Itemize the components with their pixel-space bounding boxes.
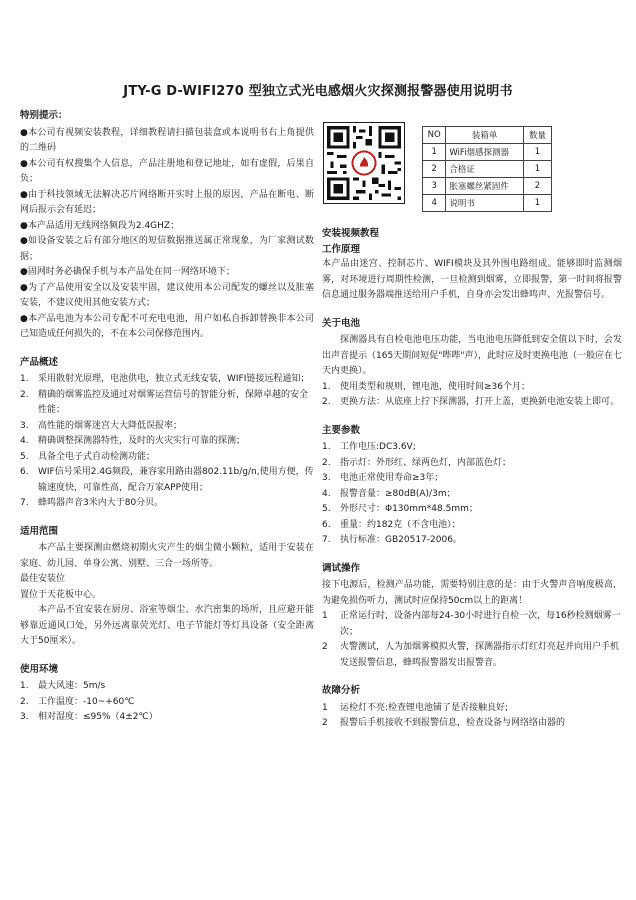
header-item: 装箱单: [446, 127, 524, 144]
list-text: 具备全电子式自动检测功能；: [38, 451, 156, 462]
scope-paragraph: 最佳安装位: [20, 574, 66, 584]
list-text: 执行标准：GB20517-2006。: [340, 535, 462, 545]
notice-item: ●本公司有权搜集个人信息，产品注册地和登记地址，如有虚假，后果自负；: [20, 158, 314, 184]
list-text: 更换方法：从底座上拧下探测器，打开上盖，更换新电池安装上即可。: [340, 397, 620, 407]
scope-heading: 适用范围: [20, 525, 59, 537]
list-text: 报警音量：≥80dB(A)/3m；: [340, 488, 456, 499]
principle-text: 本产品由迷宫、控制芯片、WIFI模块及其外围电路组成。能够即时监测烟雾，对环境进行周期性检测，一旦检测到烟雾，立即报警，第一时间将报警信息通过服务器端推送给用户手机，自身亦会发出蜂鸣声、光报警信号。: [322, 259, 622, 300]
list-text: 运检灯不亮:检查锂电池铺了是否接触良好;: [340, 702, 509, 713]
list-number: 7.: [322, 535, 331, 545]
debug-heading: 调试操作: [322, 562, 361, 574]
list-text: 火警测试，人为加烟雾模拟火警，探测器指示灯红灯亮起并向用户手机发送报警信息，蜂鸣报警器发出报警音。: [340, 642, 620, 668]
debug-intro: 接下电源后，检测产品功能，需要特别注意的是：由于火警声音响度极高，为避免损伤听力，测试时应保持50cm以上的距离！: [322, 580, 622, 606]
cell-no: 2: [423, 161, 446, 178]
list-item: [322, 440, 622, 456]
scope-paragraph: 本产品不宜安装在厨房、浴室等烟尘、水汽密集的场所，且应避开能够靠近通风口处，另外远离靠荧光灯、电子节能灯等灯具设备（安全距离大于50厘米）。: [20, 605, 314, 646]
list-number: 1.: [20, 374, 29, 384]
list-item: [20, 434, 314, 450]
list-number: 2.: [322, 457, 331, 468]
right-column: [322, 226, 622, 732]
video-tutorial-heading: 安装视频教程: [322, 228, 380, 239]
list-text: 蜂鸣器声音3米内大于80分贝。: [38, 498, 164, 508]
list-item: [20, 710, 314, 726]
list-number: 7.: [20, 498, 29, 508]
cell-name: 说明书: [446, 195, 524, 212]
list-item: [322, 471, 622, 487]
cell-qty: 2: [524, 178, 552, 195]
list-item: [20, 372, 314, 388]
cell-no: 4: [423, 195, 446, 212]
list-item: [322, 395, 622, 411]
list-text: 正常运行时，设备内部每24-30小时进行自检一次，每16秒检测烟雾一次；: [340, 611, 621, 637]
cell-name: 胀塞螺丝紧固件: [446, 178, 524, 195]
notice-item: ●固网时务必确保手机与本产品处在同一网络环境下；: [20, 267, 235, 277]
special-notice-heading: 特别提示：: [20, 110, 68, 121]
qr-code: [323, 122, 405, 204]
list-number: 1: [322, 702, 328, 713]
list-item: [20, 496, 314, 512]
battery-text: 探测器具有自检电池电压功能，当电池电压降低到安全值以下时，会发出声音提示（165天期间短促"哔哔"声），此时应及时更换电池（一般应在七天内更换）。: [322, 335, 622, 376]
overview-heading: 产品概述: [20, 356, 59, 368]
list-text: 相对湿度：≤95%（4±2℃）: [38, 712, 158, 722]
list-text: 工作温度：-10~+60℃: [38, 696, 135, 707]
list-number: 6.: [322, 519, 331, 530]
list-number: 4.: [322, 488, 331, 499]
notice-item: ●为了产品使用安全以及安装牢固，建议使用本公司配发的螺丝以及胀塞安装，不建议使用其他安装方式；: [20, 282, 314, 308]
list-text: 报警后手机接收不到报警信息，检查设备与网络络由器的: [340, 718, 566, 728]
list-number: 6.: [20, 467, 29, 477]
list-item: [322, 502, 622, 518]
notice-item: ●本产品电池为本公司专配不可充电电池，用户如私自拆卸替换非本公司已知造成任何损失的，不在本公司保修范围内。: [20, 313, 314, 339]
notice-item: ●由于科技领域无法解决芯片网络断开实时上报的原因，产品在断电、断网后报示会有延迟；: [20, 189, 314, 215]
qr-code-image: [324, 123, 404, 203]
list-item: [322, 456, 622, 472]
list-item: [20, 695, 314, 711]
cell-name: WiFi烟感探测器: [446, 144, 524, 161]
packing-list-table: [422, 126, 552, 212]
params-heading: 主要参数: [322, 424, 361, 436]
list-number: 3.: [20, 420, 29, 431]
cell-qty: 1: [524, 144, 552, 161]
notice-item: ●本公司有视频安装教程，详细教程请扫描包装盒或本说明书右上角提供的二维码: [20, 127, 314, 153]
table-header-row: [423, 127, 552, 144]
list-text: 指示灯：外形红、绿两色灯，内部蓝色灯；: [340, 457, 512, 468]
list-item: [322, 487, 622, 503]
list-number: 5.: [322, 504, 331, 514]
list-item: [20, 450, 314, 466]
header-qty: 数量: [524, 127, 552, 144]
header-no: NO: [423, 127, 446, 144]
list-text: WIF信号采用2.4G频段，兼容家用路由器802.11b/g/n,使用方便，传输速度快，可靠性高，配合万家APP使用；: [38, 467, 314, 493]
list-text: 电池正常使用寿命≥3年；: [340, 473, 444, 483]
notice-item: ●本产品适用无线网络频段为2.4GHZ；: [20, 220, 180, 231]
list-number: 4.: [20, 436, 29, 446]
list-item: [20, 388, 314, 419]
list-text: 高性能的烟雾迷宫大大降低误报率；: [38, 420, 183, 431]
list-text: 工作电压:DC3.6V;: [340, 442, 416, 452]
list-item: [322, 518, 622, 534]
cell-name: 合格证: [446, 161, 524, 178]
cell-qty: 1: [524, 195, 552, 212]
list-number: 3.: [20, 712, 29, 722]
table-row: [423, 161, 552, 178]
list-item: [20, 419, 314, 435]
list-text: 采用散射光原理，电池供电，独立式无线安装，WIFI链接远程通知；: [38, 374, 310, 384]
list-text: 使用类型和规则，锂电池，使用时间≥36个月；: [340, 381, 530, 392]
list-number: 2.: [20, 389, 29, 400]
list-number: 3.: [322, 473, 331, 483]
list-item: [322, 640, 622, 671]
list-number: 2.: [322, 397, 331, 407]
list-item: [322, 380, 622, 396]
left-column: [20, 108, 314, 726]
list-item: [20, 465, 314, 496]
battery-heading: 关于电池: [322, 317, 361, 329]
list-item: [322, 716, 622, 732]
list-item: [322, 701, 622, 717]
cell-qty: 1: [524, 161, 552, 178]
list-number: 2.: [20, 696, 29, 707]
cell-no: 1: [423, 144, 446, 161]
list-number: 5.: [20, 451, 29, 462]
list-text: 最大风速：5m/s: [38, 681, 106, 691]
list-text: 重量：约182克（不含电池）；: [340, 519, 461, 530]
list-item: [322, 533, 622, 549]
list-item: [20, 679, 314, 695]
table-row: [423, 144, 552, 161]
list-number: 1.: [322, 381, 331, 392]
list-text: 外形尺寸：Φ130mm*48.5mm；: [340, 504, 478, 514]
list-item: [322, 609, 622, 640]
notice-item: ●如设备安装之后有部分地区的短信数据推送属正常现象，为厂家测试数据；: [20, 236, 314, 262]
list-number: 2: [322, 718, 328, 728]
scope-paragraph: 置位于天花板中心。: [20, 589, 102, 600]
scope-paragraph: 本产品主要探测由燃烧初期火灾产生的烟尘微小颗粒，适用于安装在家庭、幼儿园、单身公寓、别墅、三合一场所等。: [20, 543, 314, 569]
list-number: 1.: [322, 442, 331, 452]
cell-no: 3: [423, 178, 446, 195]
troubleshooting-heading: 故障分析: [322, 685, 361, 696]
list-number: 2: [322, 642, 328, 652]
document-title: JTY-G D-WIFI270 型独立式光电感烟火灾探测报警器使用说明书: [123, 84, 513, 99]
list-text: 精确的烟雾监控及通过对烟雾运营信号的智能分析，保障卓越的安全性能；: [38, 389, 309, 415]
table-row: [423, 178, 552, 195]
principle-heading: 工作原理: [322, 243, 361, 255]
list-text: 精确调整探测器特性，及时的火灾实行可靠的探测；: [38, 436, 246, 446]
list-number: 1.: [20, 681, 29, 691]
table-row: [423, 195, 552, 212]
environment-heading: 使用环境: [20, 663, 59, 675]
list-number: 1: [322, 611, 328, 621]
